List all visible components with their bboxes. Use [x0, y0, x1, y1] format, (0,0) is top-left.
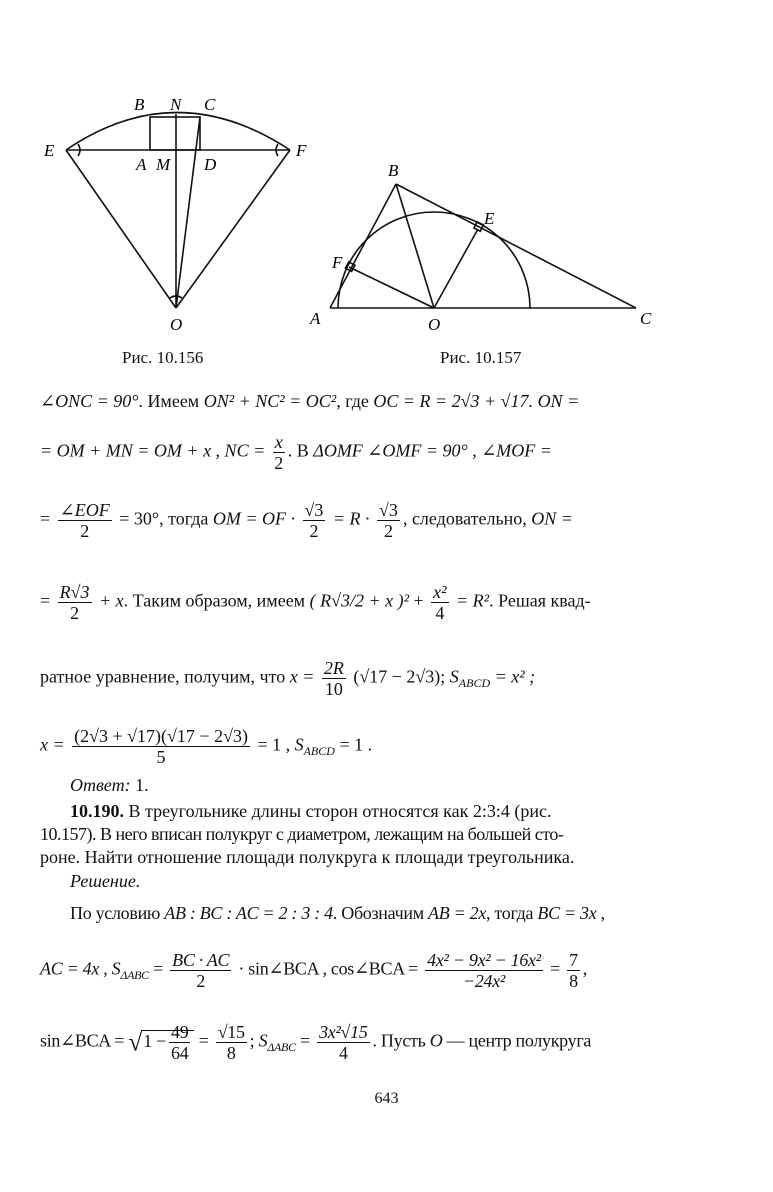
label-o: O — [170, 315, 183, 334]
square-abcd — [150, 117, 200, 150]
text-line-12: По условию AB : BC : AC = 2 : 3 : 4. Обозначим AB = 2x, тогда BC = 3x , — [70, 903, 605, 923]
figure-10-157 — [300, 160, 660, 340]
answer-line: Ответ: 1. — [70, 775, 149, 795]
text-line-4: = $\frac{R√3}{2}$ + x. Таким образом, имеем ( R√3/2 + x )² + $\frac{\text{x²}}{4}$ = R². Решая квад- — [40, 582, 591, 623]
text-line-6: x = $\frac{(2√3 + √17)(√17 - 2√3)}{5}$ = 1 , $S_{ABCD} = 1$ . — [40, 726, 373, 767]
semicircle — [338, 212, 530, 308]
caption-10-156: Рис. 10.156 — [122, 348, 204, 367]
label-a2: A — [310, 309, 321, 328]
caption-10-157: Рис. 10.157 — [440, 348, 522, 367]
line-bo — [396, 184, 434, 308]
side-bc — [396, 184, 636, 308]
text-line-13: AC = 4x , $S_{\Delta ABC}$ = $\frac{BC \cdot AC}{2}$ · sin∠BCA , cos∠BCA = $\frac{\text{4x² − 9x² − 16x²}}{\text{−24x²}}$ = $\frac{7}{8}$ , — [40, 950, 587, 991]
problem-line-1: 10.190. В треугольнике длины сторон относятся как 2:3:4 (рис. — [70, 801, 552, 821]
label-o2: O — [428, 315, 441, 334]
label-f2: F — [332, 253, 343, 272]
problem-line-2: 10.157). В него вписан полукруг с диаметром, лежащим на большей сто- — [40, 824, 564, 844]
label-b2: B — [388, 161, 399, 180]
label-a: A — [136, 155, 147, 174]
page-number: 643 — [374, 1090, 399, 1107]
label-c: C — [204, 95, 216, 114]
text-line-2: = OM + MN = OM + x , NC = $\frac{x}{2}$ . В ΔOMF ∠OMF = 90° , ∠MOF = — [40, 432, 552, 473]
label-c2: C — [640, 309, 652, 328]
text-line-3: = $\frac{\text{∠EOF}}{2}$ = 30°, тогда OM = OF · $\frac{√3}{2}$ = R · $\frac{√3}{2}$ , следовательно, ON = — [40, 500, 573, 541]
figure-10-156 — [30, 90, 320, 340]
text-line-14: sin∠BCA = √1 − $\frac{49}{64}$ = $\frac{√15}{8}$ ; $S_{\Delta ABC}$ = $\frac{\text{3x²√15}}{4}$ . Пусть O — центр полукруга — [40, 1022, 592, 1063]
arc-ef — [66, 113, 290, 151]
label-e: E — [44, 141, 55, 160]
text-line-5: ратное уравнение, получим, что x = $\frac{2R}{10}$ (√17 − 2√3); $S_{ABCD} = x^2$ ; — [40, 658, 536, 699]
line-oe — [434, 229, 478, 308]
problem-line-3: роне. Найти отношение площади полукруга к площади треугольника. — [40, 847, 575, 867]
label-b: B — [134, 95, 145, 114]
label-n: N — [170, 95, 182, 114]
solution-heading: Решение. — [70, 871, 141, 891]
label-e2: E — [484, 209, 495, 228]
label-d: D — [204, 155, 217, 174]
line-of — [349, 267, 434, 308]
label-f: F — [296, 141, 307, 160]
label-m: M — [156, 155, 171, 174]
text-line-1: ∠ONC = 90°. Имеем ON² + NC² = OC², где OC = R = 2√3 + √17. ON = — [40, 391, 580, 411]
